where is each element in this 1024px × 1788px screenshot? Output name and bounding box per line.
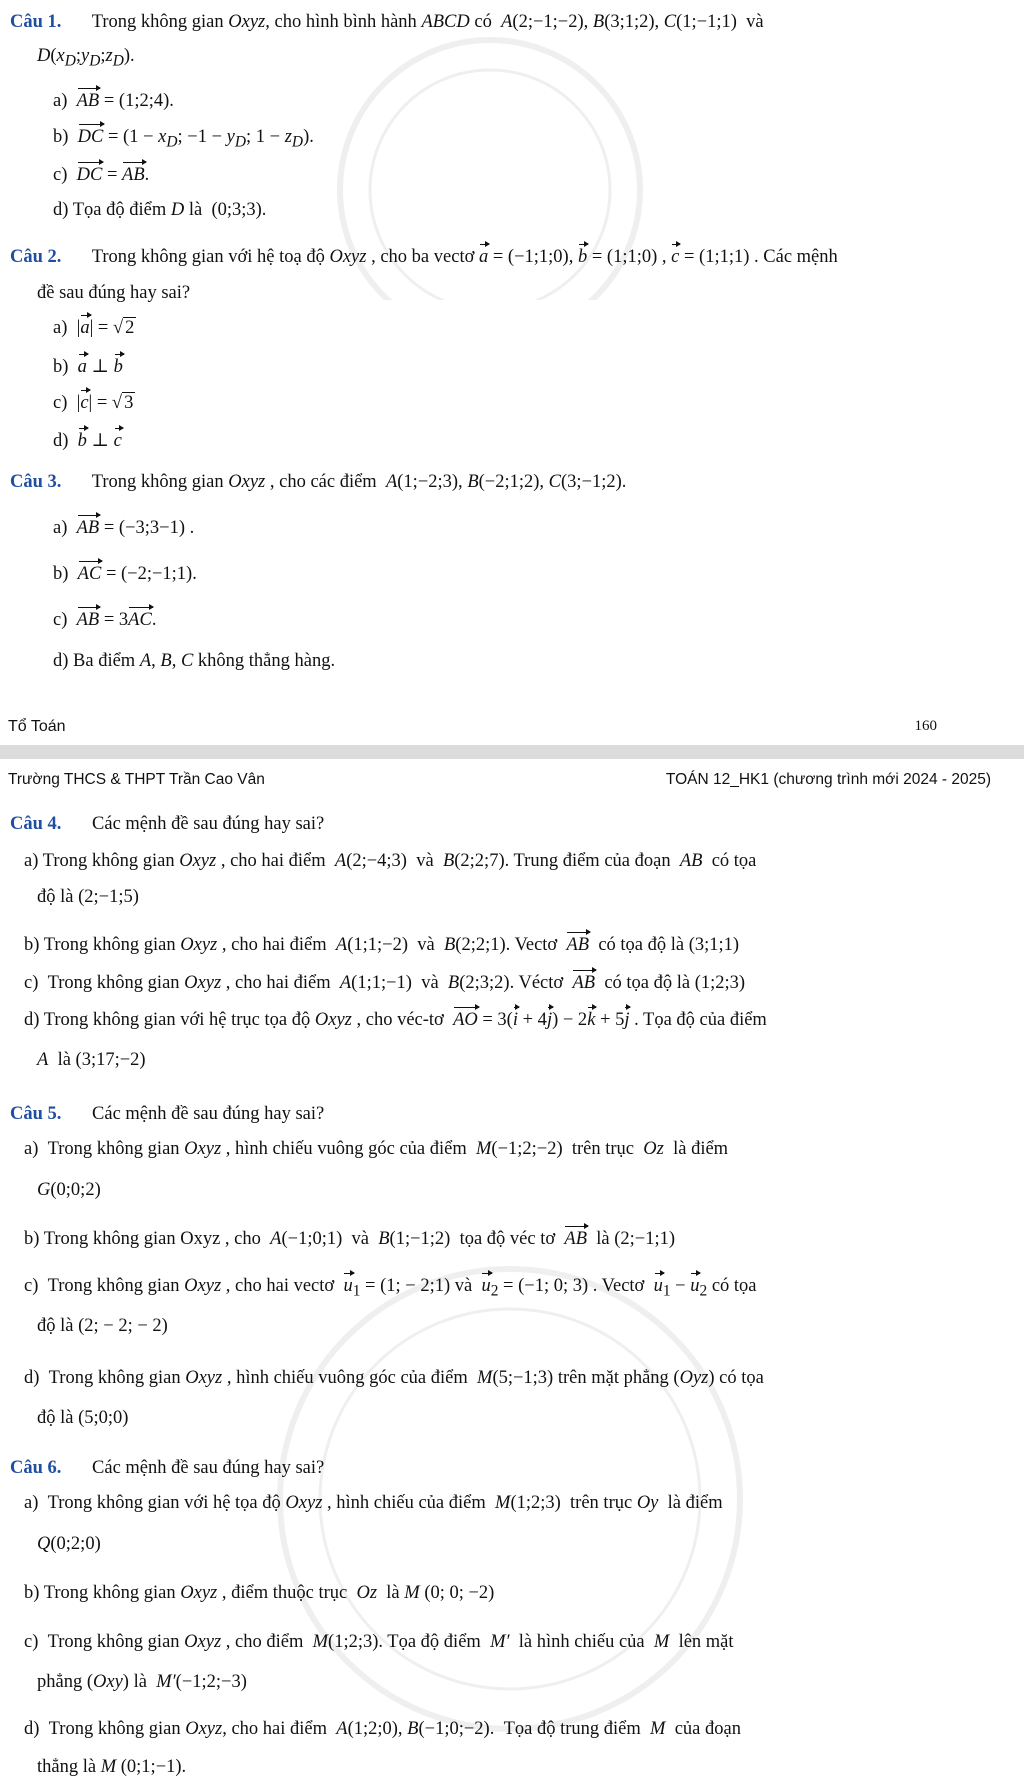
question-5-option-c: c) Trong không gian Oxyz , cho hai vectơ $u_1 = (1$; − 2;1) và $u_2 = (-1$; 0; 3) . Vectơ $u_1 - u_2$ có tọa	[24, 1276, 757, 1300]
footer-department: Tổ Toán	[8, 718, 66, 735]
question-3-option-a: a) AB = (−3;3−1) .	[53, 518, 195, 538]
question-1-option-d: d) Tọa độ điểm D là (0;3;3).	[53, 200, 267, 220]
question-4-stem: Các mệnh đề sau đúng hay sai?	[92, 814, 325, 834]
question-6-option-d: d) Trong không gian Oxyz, cho hai điểm A(1;2;0), B(−1;0;−2). Tọa độ trung điểm M của đoạn	[24, 1719, 741, 1739]
question-1-stem: Trong không gian Oxyz, cho hình bình hành ABCD có A(2;−1;−2), B(3;1;2), C(1;−1;1) và	[91, 12, 764, 32]
page-separator	[0, 745, 1024, 759]
question-3-stem: Trong không gian Oxyz , cho các điểm A(1;−2;3), B(−2;1;2), C(3;−1;2).	[91, 472, 627, 492]
question-4-number: Câu 4.	[10, 814, 62, 834]
header-school-name: Trường THCS & THPT Trần Cao Vân	[8, 771, 265, 788]
question-3-option-d: d) Ba điểm A, B, C không thẳng hàng.	[53, 651, 336, 671]
question-5-option-d-cont: độ là (5;0;0)	[37, 1408, 129, 1428]
question-3-option-b: b) AC = (−2;−1;1).	[53, 564, 197, 584]
question-4-option-a-cont: độ là (2;−1;5)	[37, 887, 139, 907]
page-bottom	[0, 759, 1024, 1788]
question-5-option-b: b) Trong không gian Oxyz , cho A(−1;0;1) và B(1;−1;2) tọa độ véc tơ AB là (2;−1;1)	[24, 1229, 676, 1249]
question-3-option-c: c) AB = 3AC.	[53, 610, 157, 630]
question-4-option-d: d) Trong không gian với hệ trục tọa độ Oxyz , cho véc-tơ AO = 3(i + 4j) − 2k + 5j . Tọa độ của điểm	[24, 1010, 767, 1030]
question-6-option-b: b) Trong không gian Oxyz , điểm thuộc trục Oz là M (0; 0; −2)	[24, 1583, 495, 1603]
question-1-number: Câu 1.	[10, 12, 62, 32]
question-6-option-a-cont: Q(0;2;0)	[37, 1534, 101, 1554]
question-6-option-d-cont: thẳng là M (0;1;−1).	[37, 1757, 187, 1777]
question-5-option-c-cont: độ là (2; − 2; − 2)	[37, 1316, 168, 1336]
question-6-option-c: c) Trong không gian Oxyz , cho điểm M(1;2;3). Tọa độ điểm M′ là hình chiếu của M lên mặt	[24, 1632, 734, 1652]
question-6-stem: Các mệnh đề sau đúng hay sai?	[92, 1458, 325, 1478]
question-2-option-c: c) |c| = √ 3	[53, 393, 134, 413]
question-2-number: Câu 2.	[10, 247, 62, 267]
question-1-option-c: c) DC = AB.	[53, 165, 150, 185]
page-top	[0, 0, 1024, 745]
question-2-option-d: d) b ⊥ c	[53, 431, 122, 451]
question-6-option-c-cont: phẳng (Oxy) là M′(−1;2;−3)	[37, 1672, 247, 1692]
question-4-option-b: b) Trong không gian Oxyz , cho hai điểm A(1;1;−2) và B(2;2;1). Vectơ AB có tọa độ là (3;1;1)	[24, 935, 740, 955]
question-5-option-d: d) Trong không gian Oxyz , hình chiếu vuông góc của điểm M(5;−1;3) trên mặt phẳng (Oyz) có tọa	[24, 1368, 764, 1388]
question-2-stem: Trong không gian với hệ toạ độ Oxyz , cho ba vectơ a = (−1;1;0), b = (1;1;0) , c = (1;1;1) . Các mệnh	[91, 247, 838, 267]
question-4-option-c: c) Trong không gian Oxyz , cho hai điểm A(1;1;−1) và B(2;3;2). Véctơ AB có tọa độ là (1;2;3)	[24, 973, 746, 993]
question-1-stem-cont: $D(x_D;y_D;z_D)$.	[37, 46, 135, 70]
question-4-option-a: a) Trong không gian Oxyz , cho hai điểm A(2;−4;3) và B(2;2;7). Trung điểm của đoạn AB có tọa	[24, 851, 757, 871]
question-2-stem-cont: đề sau đúng hay sai?	[37, 283, 191, 303]
footer-page-number: 160	[914, 718, 937, 734]
question-1-option-b: b) DC = ($1 - x_D$; $-1 - y_D$; $1 - z_D$).	[53, 127, 314, 151]
question-4-option-d-cont: A là (3;17;−2)	[37, 1050, 146, 1070]
question-3-number: Câu 3.	[10, 472, 62, 492]
question-6-number: Câu 6.	[10, 1458, 62, 1478]
header-course-title: TOÁN 12_HK1 (chương trình mới 2024 - 2025)	[665, 771, 991, 788]
question-5-option-a: a) Trong không gian Oxyz , hình chiếu vuông góc của điểm M(−1;2;−2) trên trục Oz là điểm	[24, 1139, 729, 1159]
question-5-stem: Các mệnh đề sau đúng hay sai?	[92, 1104, 325, 1124]
question-2-option-b: b) a ⊥ b	[53, 357, 123, 377]
question-2-option-a: a) |a| = √ 2	[53, 318, 135, 338]
question-5-option-a-cont: G(0;0;2)	[37, 1180, 101, 1200]
question-5-number: Câu 5.	[10, 1104, 62, 1124]
question-1-option-a: a) AB = (1;2;4).	[53, 91, 174, 111]
question-6-option-a: a) Trong không gian với hệ tọa độ Oxyz , hình chiếu của điểm M(1;2;3) trên trục Oy là điểm	[24, 1493, 723, 1513]
